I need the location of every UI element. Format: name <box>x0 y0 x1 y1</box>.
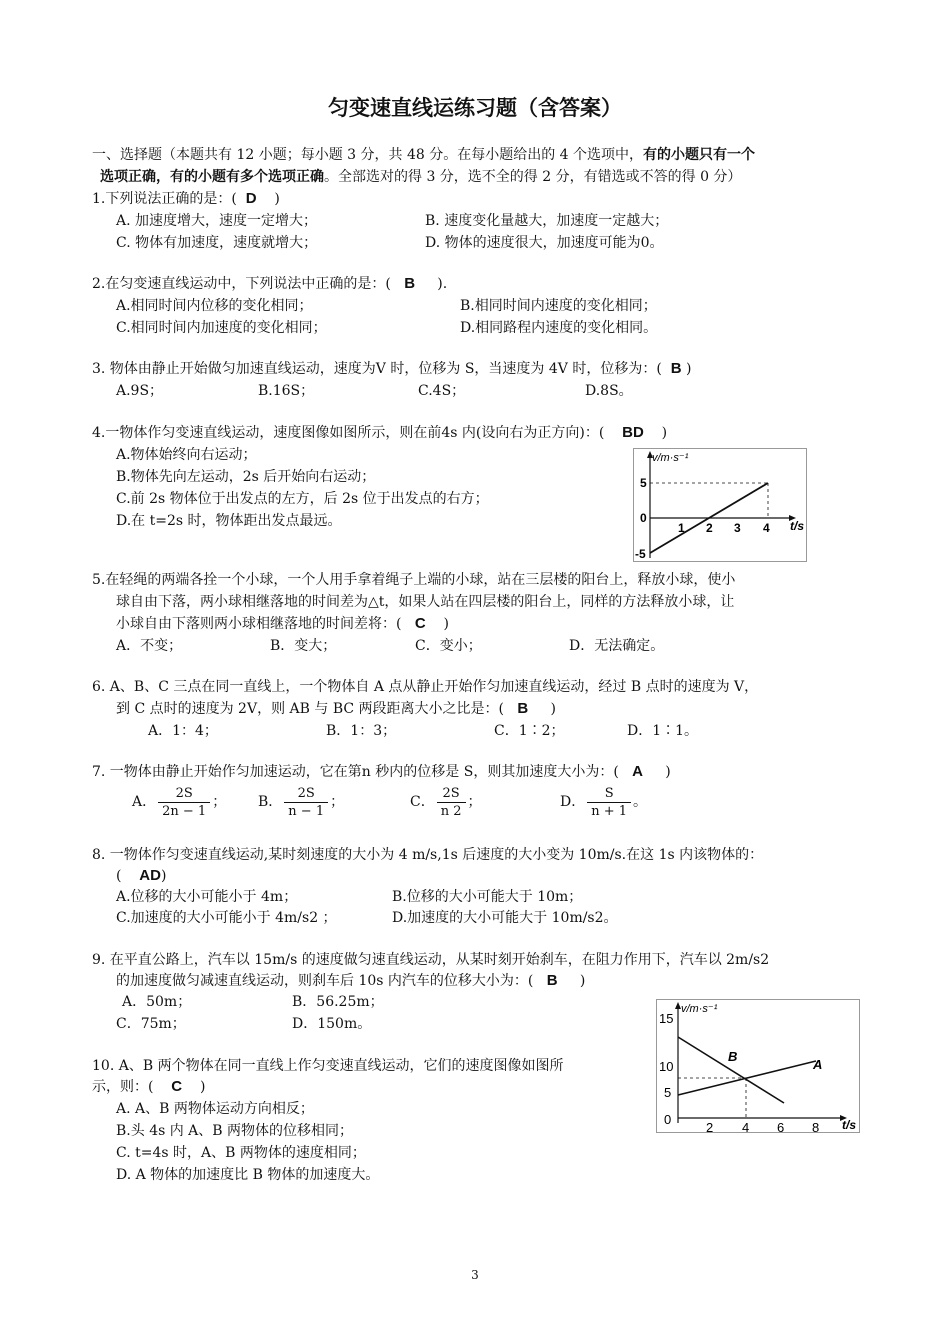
y-tick-label: 10 <box>659 1059 674 1074</box>
x-axis-label: t/s <box>842 1118 857 1132</box>
fraction <box>587 785 631 820</box>
y-axis-label: v/m·s⁻¹ <box>652 452 689 464</box>
option-b <box>258 784 344 820</box>
y-tick-label: -5 <box>635 547 646 561</box>
denominator: 2n − 1 <box>162 803 207 819</box>
numerator: S <box>587 785 631 803</box>
answer: B <box>404 275 416 292</box>
option-b: B．变大； <box>270 638 337 654</box>
question-6-line1: 6. A、B、C 三点在同一直线上，一个物体自 A 点从静止开始作匀加速直线运动，经过 B 点时的速度为 V， <box>92 679 759 695</box>
option-d <box>560 784 647 820</box>
option-d: D.8S。 <box>585 383 633 399</box>
option-c: C.加速度的大小可能小于 4m/s2 ； <box>116 910 337 926</box>
velocity-time-graph-1 <box>633 448 807 562</box>
question-text: 到 C 点时的速度为 2V，则 AB 与 BC 两段距离大小之比是：( <box>116 701 504 717</box>
option-c: C．变小； <box>415 638 482 654</box>
answer: B <box>670 360 682 377</box>
option-a <box>132 784 226 820</box>
answer: D <box>245 190 257 207</box>
option-b: B.位移的大小可能大于 10m； <box>392 889 583 905</box>
x-tick-label: 3 <box>734 521 741 535</box>
y-tick-label: 15 <box>659 1011 674 1026</box>
y-tick-label: 0 <box>640 511 647 525</box>
option-d: D.在 t=2s 时，物体距出发点最远。 <box>116 513 342 529</box>
question-6-line2 <box>116 699 556 719</box>
question-5-line1: 5.在轻绳的两端各拴一个小球，一个人用手拿着绳子上端的小球，站在三层楼的阳台上，释放小球，使小 <box>92 572 736 588</box>
denominator: n + 1 <box>591 803 628 819</box>
option-a: A.9S； <box>116 383 164 399</box>
section-intro-line2 <box>100 167 741 187</box>
option-b: B．1：3； <box>326 723 397 739</box>
answer: BD <box>622 424 644 441</box>
denominator: n 2 <box>440 803 462 819</box>
option-b: B.相同时间内速度的变化相同； <box>460 298 657 314</box>
question-text: ) <box>661 425 668 441</box>
option-a: A．不变； <box>116 638 183 654</box>
y-tick-label: 0 <box>664 1112 672 1127</box>
question-text: ) <box>274 191 280 207</box>
option-end: ； <box>467 794 482 810</box>
option-end: ； <box>212 794 227 810</box>
question-5-line2: 球自由下落，两小球相继落地的时间差为△t，如果人站在四层楼的阳台上，同样的方法释放小球，让 <box>116 594 735 610</box>
intro-bold: 有的小题只有一个 <box>643 147 756 163</box>
question-text: ( <box>116 868 122 884</box>
question-text: ) <box>665 764 671 780</box>
question-text: 小球自由下落则两小球相继落地的时间差将：( <box>116 616 402 632</box>
question-text: ). <box>437 276 448 292</box>
question-8-line2 <box>116 866 166 886</box>
answer: B <box>517 700 529 717</box>
velocity-time-graph-2 <box>656 999 860 1133</box>
numerator: 2S <box>284 785 328 803</box>
line-b-label: B <box>728 1049 738 1064</box>
intro-bold: 选项正确，有的小题有多个选项正确 <box>100 169 324 185</box>
question-text: 7. 一物体由静止开始作匀加速运动，它在第n 秒内的位移是 S，则其加速度大小为：( <box>92 764 619 780</box>
answer: C <box>171 1078 183 1095</box>
option-a: A.相同时间内位移的变化相同； <box>116 298 313 314</box>
x-tick-label: 6 <box>777 1120 785 1133</box>
question-9-line2 <box>116 971 585 991</box>
question-text: ) <box>160 868 167 884</box>
x-tick-label: 4 <box>763 521 770 535</box>
line-a-label: A <box>813 1057 823 1072</box>
x-tick-label: 1 <box>678 521 685 535</box>
option-label: A． <box>132 794 157 810</box>
option-b: B．56.25m； <box>292 994 384 1010</box>
question-8-line1: 8. 一物体作匀变速直线运动,某时刻速度的大小为 4 m/s,1s 后速度的大小变为 10m/s.在这 1s 内该物体的： <box>92 847 764 863</box>
option-a: A.物体始终向右运动； <box>116 447 257 463</box>
option-c: C.前 2s 物体位于出发点的左方，后 2s 位于出发点的右方； <box>116 491 489 507</box>
x-tick-label: 2 <box>706 1120 714 1133</box>
option-c: C. 物体有加速度，速度就增大； <box>116 235 318 251</box>
question-text: 示，则：( <box>92 1079 154 1095</box>
option-a: A. A、B 两物体运动方向相反； <box>116 1101 314 1117</box>
x-tick-label: 4 <box>742 1120 750 1133</box>
option-c: C. t=4s 时，A、B 两物体的速度相同； <box>116 1145 366 1161</box>
fraction <box>158 785 210 820</box>
intro-text: 。全部选对的得 3 分，选不全的得 2 分，有错选或不答的得 0 分） <box>324 169 742 185</box>
x-axis-label: t/s <box>790 519 805 533</box>
option-c: C.相同时间内加速度的变化相同； <box>116 320 327 336</box>
question-10-line1: 10. A、B 两个物体在同一直线上作匀变速直线运动，它们的速度图像如图所 <box>92 1058 564 1074</box>
option-a: A. 加速度增大，速度一定增大； <box>116 213 318 229</box>
answer: AD <box>139 867 161 884</box>
numerator: 2S <box>158 785 210 803</box>
fraction <box>437 785 466 820</box>
option-label: B． <box>258 794 283 810</box>
question-text: 3. 物体由静止开始做匀加速直线运动，速度为V 时，位移为 S，当速度为 4V 时，位移为：( <box>92 361 662 377</box>
question-text: ) <box>686 361 692 377</box>
answer: C <box>414 615 426 632</box>
question-text: 2.在匀变速直线运动中，下列说法中正确的是：( <box>92 276 391 292</box>
question-7-stem <box>92 762 671 782</box>
option-c: C．1∶2； <box>494 723 565 739</box>
option-end: ； <box>330 794 345 810</box>
x-tick-label: 2 <box>706 521 713 535</box>
question-10-line2 <box>92 1077 205 1097</box>
option-label: D． <box>560 794 586 810</box>
answer: A <box>632 763 643 780</box>
y-tick-label: 5 <box>640 476 647 490</box>
option-end: 。 <box>633 794 648 810</box>
fraction <box>284 785 328 820</box>
denominator: n − 1 <box>288 803 325 819</box>
question-3-stem <box>92 359 691 379</box>
option-b: B.头 4s 内 A、B 两物体的位移相同； <box>116 1123 354 1139</box>
option-c: C.4S； <box>418 383 466 399</box>
option-a: A.位移的大小可能小于 4m； <box>116 889 298 905</box>
option-b: B. 速度变化量越大，加速度一定越大； <box>425 213 669 229</box>
section-intro-line1 <box>92 145 755 165</box>
option-d: D. 物体的速度很大，加速度可能为0。 <box>425 235 664 251</box>
option-label: C． <box>410 794 435 810</box>
answer: B <box>546 972 558 989</box>
y-tick-label: 5 <box>664 1085 672 1100</box>
page-number: 3 <box>471 1268 479 1282</box>
question-text: ) <box>550 701 556 717</box>
question-text: ) <box>579 973 586 989</box>
x-tick-label: 8 <box>812 1120 820 1133</box>
question-text: 4.一物体作匀变速直线运动，速度图像如图所示，则在前4s 内(设向右为正方向)：( <box>92 425 605 441</box>
option-d: D.加速度的大小可能大于 10m/s2。 <box>392 910 618 926</box>
question-1-stem <box>92 189 280 209</box>
question-text: 的加速度做匀减速直线运动，则刹车后 10s 内汽车的位移大小为：( <box>116 973 534 989</box>
intro-text: 一、选择题（本题共有 12 小题；每小题 3 分，共 48 分。在每小题给出的 4 个选项中， <box>92 147 644 163</box>
option-d: D．150m。 <box>292 1016 372 1032</box>
question-9-line1: 9. 在平直公路上，汽车以 15m/s 的速度做匀速直线运动，从某时刻开始刹车，在阻力作用下，汽车以 2m/s2 <box>92 952 770 968</box>
page-title: 匀变速直线运练习题（含答案） <box>328 96 622 120</box>
question-text: ) <box>199 1079 206 1095</box>
option-a: A．50m； <box>122 994 192 1010</box>
y-axis-label: v/m·s⁻¹ <box>681 1003 718 1015</box>
option-d: D．1∶1。 <box>627 723 699 739</box>
option-c: C．75m； <box>116 1016 186 1032</box>
option-c <box>410 784 482 820</box>
question-text: 1.下列说法正确的是：( <box>92 191 237 207</box>
option-a: A．1：4； <box>148 723 218 739</box>
option-d: D. A 物体的加速度比 B 物体的加速度大。 <box>116 1167 380 1183</box>
question-text: ) <box>443 616 449 632</box>
option-d: D．无法确定。 <box>569 638 665 654</box>
numerator: 2S <box>437 785 466 803</box>
question-4-stem <box>92 423 667 443</box>
question-2-stem <box>92 274 447 294</box>
question-5-line3 <box>116 614 449 634</box>
option-d: D.相同路程内速度的变化相同。 <box>460 320 658 336</box>
option-b: B.物体先向左运动，2s 后开始向右运动； <box>116 469 376 485</box>
option-b: B.16S； <box>258 383 315 399</box>
